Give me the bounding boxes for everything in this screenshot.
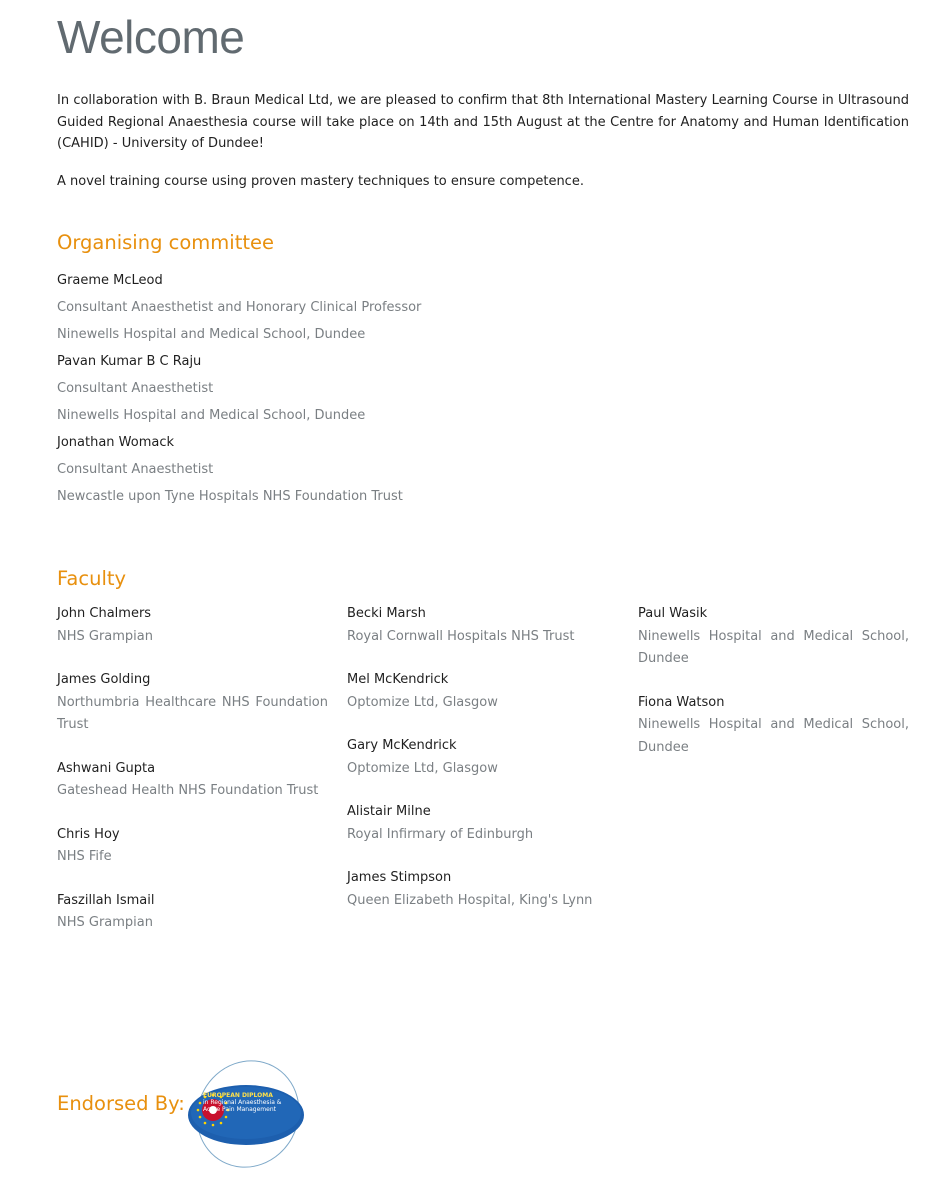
endorsed-by-label: Endorsed By: — [57, 1092, 185, 1115]
member-organisation: Ninewells Hospital and Medical School, Dundee — [57, 327, 366, 342]
faculty-name: Ashwani Gupta — [57, 760, 156, 776]
organising-committee-heading: Organising committee — [57, 231, 274, 254]
faculty-name: James Golding — [57, 672, 151, 687]
faculty-name: Becki Marsh — [347, 606, 426, 621]
organising-committee-list — [57, 272, 421, 515]
faculty-member — [347, 867, 618, 912]
committee-member — [57, 272, 421, 344]
faculty-affiliation: Ninewells Hospital and Medical School, Dundee — [638, 628, 909, 666]
faculty-column-1 — [57, 603, 328, 956]
faculty-affiliation: Royal Infirmary of Edinburgh — [347, 826, 534, 842]
member-role: Consultant Anaesthetist and Honorary Clinical Professor — [57, 300, 422, 315]
member-organisation: Newcastle upon Tyne Hospitals NHS Foundation Trust — [57, 489, 403, 504]
intro-paragraph: In collaboration with B. Braun Medical Ltd, we are pleased to confirm that 8th International Mastery Learning Course in Ultrasound Guided Regional Anaesthesia course will take place on 14th and 15th August at the Centre for Anatomy and Human Identification (CAHID) - University of Dundee! — [57, 93, 909, 151]
european-diploma-logo — [186, 1058, 310, 1170]
faculty-affiliation: NHS Grampian — [57, 915, 154, 930]
faculty-member — [57, 669, 328, 737]
faculty-column-2 — [347, 603, 618, 933]
faculty-name: Mel McKendrick — [347, 672, 449, 687]
member-name: Jonathan Womack — [57, 435, 175, 450]
faculty-member — [347, 801, 618, 846]
page-title: Welcome — [57, 11, 245, 63]
faculty-name: Alistair Milne — [347, 804, 431, 819]
faculty-name: John Chalmers — [57, 606, 152, 621]
faculty-member — [57, 824, 328, 869]
badge-line-3: Acute Pain Management — [203, 1106, 276, 1113]
faculty-column-3 — [638, 603, 909, 780]
faculty-name: Chris Hoy — [57, 826, 120, 842]
faculty-name: James Stimpson — [347, 870, 452, 885]
tagline: A novel training course using proven mastery techniques to ensure competence. — [57, 174, 584, 189]
faculty-affiliation: Optomize Ltd, Glasgow — [347, 760, 498, 776]
badge-line-1: EUROPEAN DIPLOMA — [203, 1092, 273, 1099]
faculty-affiliation: NHS Grampian — [57, 628, 154, 644]
faculty-affiliation: Ninewells Hospital and Medical School, Dundee — [638, 717, 909, 755]
badge-text — [203, 1092, 303, 1113]
faculty-heading: Faculty — [57, 567, 127, 590]
faculty-affiliation: Gateshead Health NHS Foundation Trust — [57, 783, 319, 798]
faculty-name: Paul Wasik — [638, 606, 708, 621]
faculty-name: Gary McKendrick — [347, 738, 457, 753]
faculty-affiliation: NHS Fife — [57, 849, 112, 864]
member-organisation: Ninewells Hospital and Medical School, Dundee — [57, 408, 366, 423]
faculty-affiliation: Northumbria Healthcare NHS Foundation Trust — [57, 694, 328, 732]
faculty-member — [347, 603, 618, 648]
faculty-name: Fiona Watson — [638, 694, 725, 710]
faculty-affiliation: Optomize Ltd, Glasgow — [347, 694, 498, 710]
committee-member — [57, 353, 421, 425]
faculty-name: Faszillah Ismail — [57, 892, 155, 908]
faculty-member — [347, 669, 618, 714]
faculty-affiliation: Queen Elizabeth Hospital, King's Lynn — [347, 892, 593, 908]
faculty-member — [57, 758, 328, 803]
member-role: Consultant Anaesthetist — [57, 381, 214, 396]
faculty-affiliation: Royal Cornwall Hospitals NHS Trust — [347, 628, 575, 644]
faculty-member — [57, 890, 328, 935]
member-name: Pavan Kumar B C Raju — [57, 354, 202, 369]
badge-line-2: in Regional Anaesthesia & — [203, 1099, 282, 1106]
member-name: Graeme McLeod — [57, 273, 163, 288]
badge-icon — [186, 1058, 310, 1170]
member-role: Consultant Anaesthetist — [57, 462, 214, 477]
faculty-member — [347, 735, 618, 780]
committee-member — [57, 434, 421, 506]
faculty-member — [57, 603, 328, 648]
faculty-member — [638, 692, 909, 760]
faculty-member — [638, 603, 909, 671]
